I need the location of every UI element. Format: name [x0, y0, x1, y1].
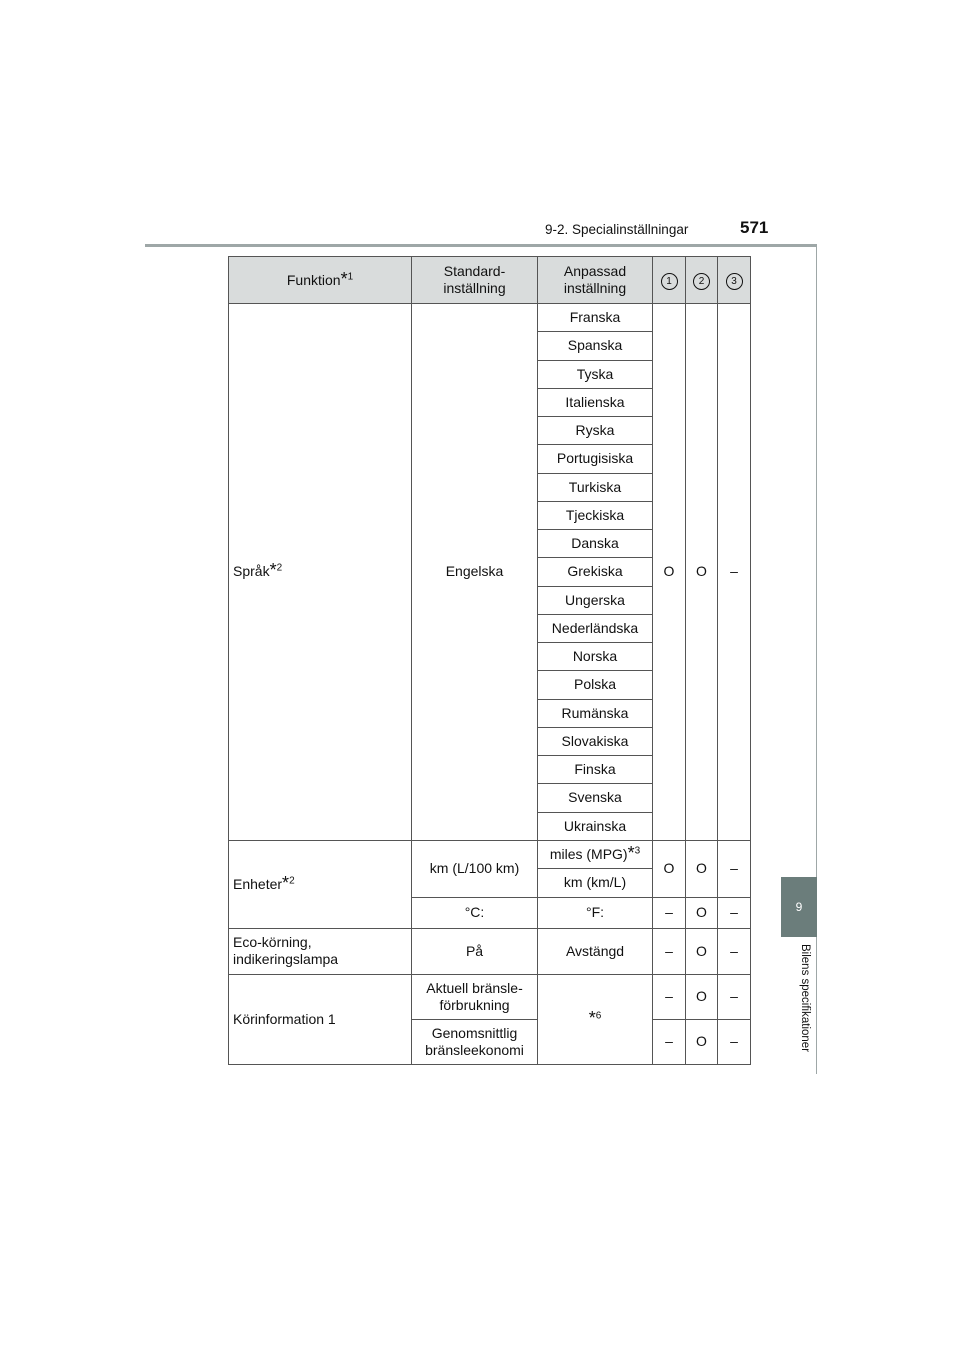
- col2-enheter-distance: O: [686, 840, 718, 897]
- function-korinfo: Körinformation 1: [229, 974, 412, 1064]
- chapter-number: 9: [795, 900, 803, 914]
- col3-eco: –: [718, 928, 751, 974]
- table-row-sprak: [229, 304, 751, 332]
- header-col3: [718, 257, 751, 304]
- option-cell: Polska: [538, 671, 653, 699]
- col1-enheter-distance: O: [653, 840, 686, 897]
- option-cell: Spanska: [538, 332, 653, 360]
- option-cell: Norska: [538, 643, 653, 671]
- table-header-row: [229, 257, 751, 304]
- circled-1-icon: 1: [661, 273, 678, 290]
- option-cell: °F:: [538, 897, 653, 928]
- col2-korinfo-1: O: [686, 974, 718, 1019]
- header-col2: [686, 257, 718, 304]
- table-row-eco: [229, 928, 751, 974]
- col1-korinfo-1: –: [653, 974, 686, 1019]
- option-cell: Grekiska: [538, 558, 653, 586]
- col3-korinfo-2: –: [718, 1019, 751, 1064]
- function-enheter: Enheter*$^2$: [229, 840, 412, 928]
- option-cell: Finska: [538, 756, 653, 784]
- table-row-enheter: [229, 840, 751, 868]
- col3-enheter-temp: –: [718, 897, 751, 928]
- page-number: 571: [740, 218, 769, 237]
- col3-sprak: –: [718, 304, 751, 841]
- chapter-tab: [781, 877, 817, 937]
- function-sprak: Språk*$^2$: [229, 304, 412, 841]
- option-korinfo: *$^6$: [538, 974, 653, 1064]
- option-cell: Svenska: [538, 784, 653, 812]
- option-cell: Portugisiska: [538, 445, 653, 473]
- option-cell: Danska: [538, 530, 653, 558]
- col2-korinfo-2: O: [686, 1019, 718, 1064]
- side-rule: [816, 244, 817, 1074]
- option-cell: Rumänska: [538, 699, 653, 727]
- option-cell: Ukrainska: [538, 812, 653, 840]
- option-cell: Turkiska: [538, 473, 653, 501]
- option-cell: Tyska: [538, 360, 653, 388]
- col1-enheter-temp: –: [653, 897, 686, 928]
- option-cell: Ryska: [538, 417, 653, 445]
- header-rule: [145, 244, 817, 247]
- option-cell: Franska: [538, 304, 653, 332]
- col1-eco: –: [653, 928, 686, 974]
- col1-sprak: O: [653, 304, 686, 841]
- col3-korinfo-1: –: [718, 974, 751, 1019]
- col3-enheter-distance: –: [718, 840, 751, 897]
- col2-eco: O: [686, 928, 718, 974]
- chapter-label: Bilens specifikationer: [799, 944, 811, 1053]
- option-cell: Italienska: [538, 388, 653, 416]
- col2-sprak: O: [686, 304, 718, 841]
- option-cell: Ungerska: [538, 586, 653, 614]
- header-default: Standard-inställning: [412, 257, 538, 304]
- col1-korinfo-2: –: [653, 1019, 686, 1064]
- option-cell: Tjeckiska: [538, 501, 653, 529]
- option-cell: miles (MPG)*$^3$: [538, 840, 653, 868]
- header-function: Funktion*$^1$: [229, 257, 412, 304]
- function-eco: Eco-körning, indikeringslampa: [229, 928, 412, 974]
- default-enheter-temp: °C:: [412, 897, 538, 928]
- table-row-korinfo: [229, 974, 751, 1019]
- default-enheter-distance: km (L/100 km): [412, 840, 538, 897]
- option-cell: km (km/L): [538, 868, 653, 897]
- default-eco: På: [412, 928, 538, 974]
- option-cell: Avstängd: [538, 928, 653, 974]
- settings-table: [228, 256, 751, 1065]
- header-col1: [653, 257, 686, 304]
- section-title: 9-2. Specialinställningar: [545, 222, 689, 237]
- default-sprak: Engelska: [412, 304, 538, 841]
- circled-3-icon: 3: [726, 273, 743, 290]
- default-korinfo-2: Genomsnittlig bränsleekonomi: [412, 1019, 538, 1064]
- option-cell: Nederländska: [538, 614, 653, 642]
- header-custom: Anpassad inställning: [538, 257, 653, 304]
- circled-2-icon: 2: [693, 273, 710, 290]
- option-cell: Slovakiska: [538, 727, 653, 755]
- default-korinfo-1: Aktuell bränsle-förbrukning: [412, 974, 538, 1019]
- col2-enheter-temp: O: [686, 897, 718, 928]
